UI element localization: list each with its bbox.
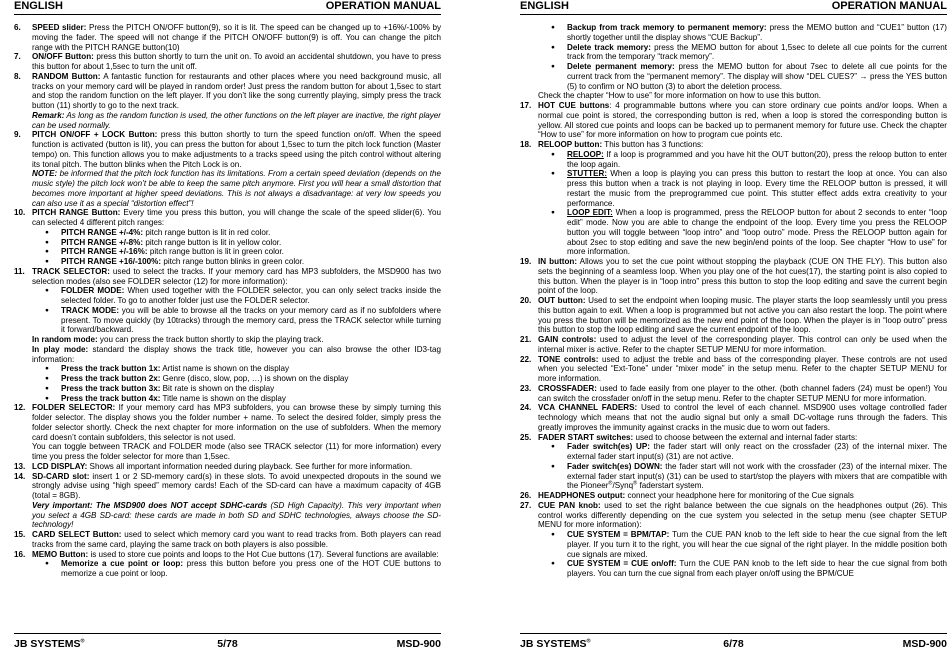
remark-label: Remark: — [32, 110, 65, 120]
list-item — [32, 228, 441, 238]
header-title: OPERATION MANUAL — [325, 0, 441, 12]
item-text: used to select the tracks. If your memory card has MP3 subfolders, the MSD900 has two selection modes (also see FOLDER selector (12) for more information): — [32, 266, 441, 286]
item-number: 12. — [14, 403, 26, 413]
list-item — [32, 364, 441, 374]
item-13-lcd-display — [14, 462, 441, 472]
bullet-text: pitch range button is lit in yellow color. — [143, 237, 282, 247]
note-text: be informed that the pitch lock function has its limitations. From a certain speed deviation (depends on the music style) the pitch lock won’t be able to keep the same pitch anymore. First you will hear a small distortion that becomes more important at higher speed deviations. This is not always a disadvantage: at very low speeds you can also use it as a special “distortion effect”! — [32, 169, 441, 208]
item-15-card-select-button — [14, 530, 441, 550]
item-number: 9. — [14, 130, 21, 140]
list-item — [538, 442, 947, 462]
list-item — [538, 43, 947, 63]
bullet-label: PITCH RANGE +/-8%: — [61, 237, 144, 247]
item-number: 24. — [520, 403, 532, 413]
memo-function-list — [14, 559, 441, 579]
item-number: 18. — [520, 140, 532, 149]
paragraph-label: In random mode: — [32, 335, 98, 344]
bullet-text: When a loop is programmed, press the RELOOP button for about 2 seconds to enter “loop edit” mode. Now you are able to change the endpoint of the loop. Every time you press the RELOOP button you will toggle between “loop intro” and “loop outro” mode. Press the RELOOP button again for about 2sec to stop editing and save the new begin/end points of the loop. See chapter “How to use” for more information. — [567, 208, 947, 257]
brand-name: JB SYSTEMS — [14, 638, 81, 650]
footer-rule — [14, 633, 441, 634]
item-number: 21. — [520, 335, 532, 344]
bullet-text: Bit rate is shown on the display — [160, 383, 275, 393]
bullet-text: press the MEMO button and “CUE1” button (17) shortly together until the display shows “CUE Backup”. — [567, 23, 947, 42]
item-20-out-button — [520, 296, 947, 335]
item-number: 8. — [14, 71, 21, 81]
bullet-label: PITCH RANGE +16/-100%: — [61, 257, 162, 266]
item-number: 27. — [520, 500, 532, 510]
page-content — [14, 23, 441, 628]
item-text: This button has 3 functions: — [602, 140, 704, 149]
item-number: 16. — [14, 549, 26, 559]
item-26-headphones-output — [520, 491, 947, 501]
item-8-random-button — [14, 72, 441, 131]
page-footer — [14, 638, 441, 652]
item-label: PITCH RANGE Button: — [32, 208, 121, 218]
list-item — [538, 559, 947, 579]
bullet-text: Turn the CUE PAN knob to the left side to hear the cue signal from the left player. If you turn it to the right, you will hear the cue signal of the right player. In the middle position both cue signals are mixed. — [567, 530, 947, 559]
item-label: CROSSFADER: — [538, 383, 597, 393]
item-label: IN button: — [538, 257, 578, 266]
item-text: used to choose between the external and internal fader starts: — [633, 432, 858, 442]
item-number: 11. — [14, 266, 25, 276]
warning-label: Very important: The MSD900 does NOT accept SDHC-cards — [32, 500, 268, 510]
bullet-text: faderstart system. — [637, 481, 704, 491]
item-18-reloop-button — [520, 140, 947, 150]
list-item — [538, 462, 947, 491]
bullet-label: Press the track button 4x: — [61, 393, 161, 403]
item-7-onoff-button — [14, 52, 441, 72]
item-22-tone-controls — [520, 355, 947, 384]
item-11-track-selector — [14, 267, 441, 287]
reloop-function-list — [520, 150, 947, 257]
paragraph-text: standard the display shows the track title, however you can also browse the other ID3-tag information: — [32, 344, 441, 364]
memo-function-list-continued — [520, 23, 947, 91]
item-text: press this button shortly to turn the unit on. To avoid an accidental shutdown, you have to press this button for about 1,5sec to turn the unit off. — [32, 52, 441, 71]
list-item — [538, 62, 947, 91]
warning-text: (SD High Capacity). This very important when you select a 4GB SD-card: these cards are made in both SD and SDHC technologies, always choose the SD-technology! — [32, 500, 441, 530]
header-language: ENGLISH — [14, 0, 63, 12]
model-name: MSD-900 — [902, 638, 947, 650]
bullet-label: Delete track memory: — [567, 42, 651, 52]
item-number: 13. — [14, 461, 26, 471]
page-number: 6/78 — [723, 638, 744, 650]
bullet-text: press the MEMO button for about 7sec to delete all cue points for the current track from the “permanent memory”. The display will show “DEL CUES?” → press the YES button (5) to confirm or NO button (3) to abort the deletion process. — [567, 62, 947, 91]
item-label: ON/OFF Button: — [32, 52, 94, 62]
bullet-text: you will be able to browse all the tracks on your memory card as if no subfolders where present. To move quickly (by 10tracks) through the memory card, press the TRACK selector while turning it forward/backward. — [61, 305, 441, 335]
list-item — [32, 306, 441, 335]
play-mode-paragraph — [14, 345, 441, 365]
brand-name: JB SYSTEMS — [520, 638, 587, 650]
page-header — [14, 0, 441, 14]
bullet-label: LOOP EDIT: — [567, 208, 613, 218]
track-mode-list — [14, 286, 441, 335]
footer-rule — [520, 633, 947, 634]
item-number: 20. — [520, 296, 532, 305]
item-label: TRACK SELECTOR: — [32, 266, 110, 276]
item-25-fader-start-switches — [520, 433, 947, 443]
item-label: GAIN controls: — [538, 335, 597, 344]
item-label: PITCH ON/OFF + LOCK Button: — [32, 130, 158, 140]
item-number: 7. — [14, 52, 21, 62]
list-item — [32, 286, 441, 306]
item-text: used to adjust the level of the corresponding player. This control can only be used when the internal mixer is active. Refer to the chapter SETUP MENU for more information. — [538, 335, 947, 354]
item-27-cue-pan-knob — [520, 501, 947, 530]
item-label: FOLDER SELECTOR: — [32, 403, 116, 413]
bullet-label: Backup from track memory to permanent memory: — [567, 23, 767, 32]
model-name: MSD-900 — [396, 638, 441, 650]
item-24-vca-channel-faders — [520, 403, 947, 432]
cue-system-list — [520, 530, 947, 579]
list-item — [538, 23, 947, 43]
item-number: 23. — [520, 383, 532, 393]
registered-mark: ® — [80, 638, 85, 645]
bullet-text: Genre (disco, slow, pop, …) is shown on the display — [160, 374, 349, 383]
item-text: Press the PITCH ON/OFF button(9), so it is lit. The speed can be changed up to +16%/-100% by moving the fader. The speed will not change if the PITCH ON/OFF button(9) is off. You can change the pitch range with the PITCH RANGE button(10) — [32, 23, 441, 52]
registered-mark: ® — [633, 480, 638, 487]
list-item — [538, 169, 947, 208]
item-label: HEADPHONES output: — [538, 491, 626, 500]
bullet-label: PITCH RANGE +/-4%: — [61, 227, 144, 237]
bullet-label: Press the track button 2x: — [61, 374, 161, 383]
bullet-text: Turn the CUE PAN knob to the left side to hear the cue signal from both players. You can turn the cue signal from each player on/off using the BPM/CUE — [567, 559, 947, 578]
header-title: OPERATION MANUAL — [831, 0, 947, 12]
list-item — [538, 208, 947, 257]
bullet-text: the fader start will not work with the crossfader (23) of the internal mixer. The external fader start input(s) (31) can be used to start/stop the players with mixers that are compatible with the Pioneer — [567, 461, 947, 491]
page-header — [520, 0, 947, 14]
page-number: 5/78 — [217, 638, 238, 650]
bullet-label: Fader switch(es) DOWN: — [567, 461, 663, 471]
header-rule — [14, 14, 441, 15]
item-text: Shows all important information needed during playback. See further for more information. — [87, 461, 413, 471]
item-label: FADER START switches: — [538, 432, 634, 442]
registered-mark: ® — [586, 638, 591, 645]
random-mode-paragraph — [14, 335, 441, 345]
item-number: 17. — [520, 101, 532, 110]
registered-mark: ® — [608, 480, 613, 487]
item-21-gain-controls — [520, 335, 947, 355]
item-number: 19. — [520, 257, 532, 266]
bullet-text: If a loop is programmed and you have hit the OUT button(20), press the reloop button to enter the loop again. — [567, 149, 947, 169]
item-text: press this button shortly to turn the speed function on/off. When the speed function is activated (button is lit), you can press the button for about 1,5sec to turn the pitch lock function (Master tempo) on. This function allows you to make adjustments to a tracks speed using the pitch control without altering its tonal pitch. The button blinks when the Pitch Lock is on. — [32, 130, 441, 169]
bullet-label: Delete permanent memory: — [567, 62, 675, 71]
bullet-label: Memorize a cue point or loop: — [61, 559, 184, 569]
item-10-pitch-range-button — [14, 208, 441, 228]
list-item — [32, 257, 441, 267]
fader-start-list — [520, 442, 947, 491]
bullet-text: Title name is shown on the display — [160, 393, 286, 403]
item-number: 25. — [520, 432, 532, 442]
bullet-label: RELOOP: — [567, 149, 604, 159]
bullet-text: pitch range button blinks in green color. — [161, 257, 305, 266]
page-right — [520, 0, 947, 654]
note-label: NOTE: — [32, 169, 58, 179]
item-label: MEMO Button: — [32, 549, 89, 559]
list-item — [32, 238, 441, 248]
bullet-text: the fader start will only react on the crossfader (23) of the internal mixer. The external fader start input(s) (31) are not active. — [567, 442, 947, 461]
item-number: 26. — [520, 491, 532, 500]
item-text: used to select which memory card you want to read tracks from. Both players can read tracks from the same card, playing the same track on both players is also possible. — [32, 530, 441, 549]
bullet-label: Fader switch(es) UP: — [567, 442, 650, 452]
item-23-crossfader — [520, 384, 947, 404]
item-label: RELOOP button: — [538, 140, 603, 149]
page-left — [14, 0, 441, 654]
bullet-text: pitch range button is lit in green color. — [147, 247, 284, 257]
item-9-pitch-lock-button — [14, 130, 441, 208]
item-number: 14. — [14, 471, 26, 481]
bullet-text: When used together with the FOLDER selector, you can only select tracks inside the selected folder. To go to another folder just use the FOLDER selector. — [61, 286, 441, 305]
bullet-text: pitch range button is lit in red color. — [143, 227, 271, 237]
pitch-range-list — [14, 228, 441, 267]
remark-text: As long as the random function is used, the other functions on the left player are inactive, the right player can be used normally. — [32, 110, 441, 130]
bullet-label: FOLDER MODE: — [61, 286, 125, 296]
item-17-hot-cue-buttons — [520, 101, 947, 140]
item-16-memo-button — [14, 550, 441, 560]
item-text: connect your headphone here for monitoring of the Cue signals — [625, 491, 854, 500]
item-label: VCA CHANNEL FADERS: — [538, 403, 638, 413]
bullet-label: STUTTER: — [567, 169, 608, 179]
bullet-label: Press the track button 3x: — [61, 383, 161, 393]
item-text: A fantastic function for restaurants and other places where you need background music, all tracks on your memory card will be played in random order! Just press the random button for about 1,5sec to start and stop the random function on the left player. If you don’t like the song currently playing, simply press the track button (11) shortly to go to the next track. — [32, 71, 441, 110]
bullet-text: /Synq — [612, 481, 634, 491]
item-text: You can toggle between TRACK and FOLDER mode (also see TRACK selector (11) for more information) every time you press the folder selector for more than 1,5sec. — [32, 442, 441, 461]
paragraph-text: you can press the track button shortly to skip the playing track. — [97, 335, 324, 344]
item-text: used to fade easily from one player to the other. (both channel faders (24) must be open!) You can switch the crossfader on/off in the setup menu. Refer to the chapter SETUP MENU for more information. — [538, 383, 947, 403]
item-text: Used to set the endpoint when looping music. The player starts the loop seamlessly until you press this button again to exit. When a loop is programmed but not active you can also restart the loop. The point where you press the button will be memorized as the new end point of the loop. When the player is in “loop outro” press this button to stop the loop editing and save the current endpoint of the loop. — [538, 296, 947, 335]
bullet-label: PITCH RANGE +/-16%: — [61, 247, 148, 257]
item-label: CUE PAN knob: — [538, 500, 601, 510]
item-19-in-button — [520, 257, 947, 296]
item-text: is used to store cue points and loops to the Hot Cue buttons (17). Several functions are available: — [88, 549, 439, 559]
item-text: used to set the right balance between the cue signals on the headphones output (26). This control works differently depending on the cue system you selected in the setup menu (see chapter SETUP MENU for more information): — [538, 500, 947, 530]
item-text: Allows you to set the cue point without stopping the playback (CUE ON THE FLY). This button also sets the beginning of a seamless loop. When you play one of the hot cues(17), the starting point is also copied to this button. When the player is in “loop intro” press this button to stop the loop editing and save the current begin point of the loop. — [538, 257, 947, 296]
list-item — [32, 559, 441, 579]
item-label: LCD DISPLAY: — [32, 461, 88, 471]
list-item — [32, 394, 441, 404]
bullet-label: TRACK MODE: — [61, 305, 120, 315]
page-footer — [520, 638, 947, 652]
item-number: 10. — [14, 208, 26, 218]
bullet-label: CUE SYSTEM = CUE on/off: — [567, 559, 677, 569]
item-label: OUT button: — [538, 296, 586, 305]
bullet-text: When a loop is playing you can press this button to restart the loop at once. You can also press this button when a track is not playing in loop. Every time the RELOOP button is pressed, it will restart the music from the preprogrammed cue point. This stutter effect adds extra creativity to your performance. — [567, 169, 947, 208]
item-label: TONE controls: — [538, 354, 599, 364]
item-label: SD-CARD slot: — [32, 471, 90, 481]
page-content — [520, 23, 947, 628]
bullet-text: press the MEMO button for about 1,5sec to delete all cue points for the current track from the temporary “track memory”. — [567, 42, 947, 62]
item-12-folder-selector — [14, 403, 441, 462]
item-text: insert 1 or 2 SD-memory card(s) in these slots. To avoid unexpected dropouts in the sound we strongly advise using “high speed” memory cards! Each of the SD-card can have a maximum capacity of 4GB (total = 8GB). — [32, 471, 441, 500]
item-label: HOT CUE buttons — [538, 101, 610, 110]
bullet-label: CUE SYSTEM = BPM/TAP: — [567, 530, 670, 539]
item-text: Every time you press this button, you will change the scale of the speed slider(6). You can selected 4 different pitch ranges: — [32, 208, 441, 227]
bullet-text: press this button before you press one of the HOT CUE buttons to memorize a cue point or loop. — [61, 559, 441, 578]
header-language: ENGLISH — [520, 0, 569, 12]
item-label: SPEED slider: — [32, 23, 87, 32]
item-label: RANDOM Button: — [32, 71, 101, 81]
item-number: 6. — [14, 23, 21, 32]
item-6-speed-slider — [14, 23, 441, 52]
bullet-text: Artist name is shown on the display — [160, 364, 290, 374]
check-chapter-note: Check the chapter “How to use” for more information on how to use this button. — [538, 91, 821, 101]
item-text: If your memory card has MP3 subfolders, you can browse these by simply turning this folder selector. The display shows you the folder number + name. To select the desired folder, simply press the folder selector shortly. Check the next chapter for more information on the use of subfolders. When the memory card doesn’t contain subfolders, this selector is not used. — [32, 403, 441, 442]
list-item — [538, 530, 947, 559]
item-label: CARD SELECT Button: — [32, 530, 122, 539]
id3-tag-list — [14, 364, 441, 403]
item-number: 15. — [14, 530, 26, 539]
item-text: used to adjust the treble and bass of the corresponding player. These controls are not used when you selected “Ext-Tone” under “mixer mode” in the setup menu. Refer to the chapter SETUP MENU for more information. — [538, 354, 947, 383]
item-text: : 4 programmable buttons where you can store ordinary cue points and/or loops. When a normal cue point is stored, the corresponding button is red, when a loop is stored the corresponding button is yellow. All stored cue points and loops can be backed up to permanent memory for future use. Check the chapter “How to use” for more information on how to program cue points etc. — [538, 101, 947, 140]
item-number: 22. — [520, 354, 532, 364]
list-item — [32, 247, 441, 257]
item-text: Used to control the level of each channel. MSD900 uses voltage controlled fader technology which means that not the audio signal but only a small DC-voltage runs through the faders. This greatly improves the immunity against cracks in the music due to worn out faders. — [538, 403, 947, 432]
bullet-label: Press the track button 1x: — [61, 364, 161, 374]
paragraph-label: In play mode: — [32, 344, 89, 354]
list-item — [538, 150, 947, 170]
item-14-sd-card-slot — [14, 472, 441, 531]
list-item — [32, 384, 441, 394]
list-item — [32, 374, 441, 384]
header-rule — [520, 14, 947, 15]
